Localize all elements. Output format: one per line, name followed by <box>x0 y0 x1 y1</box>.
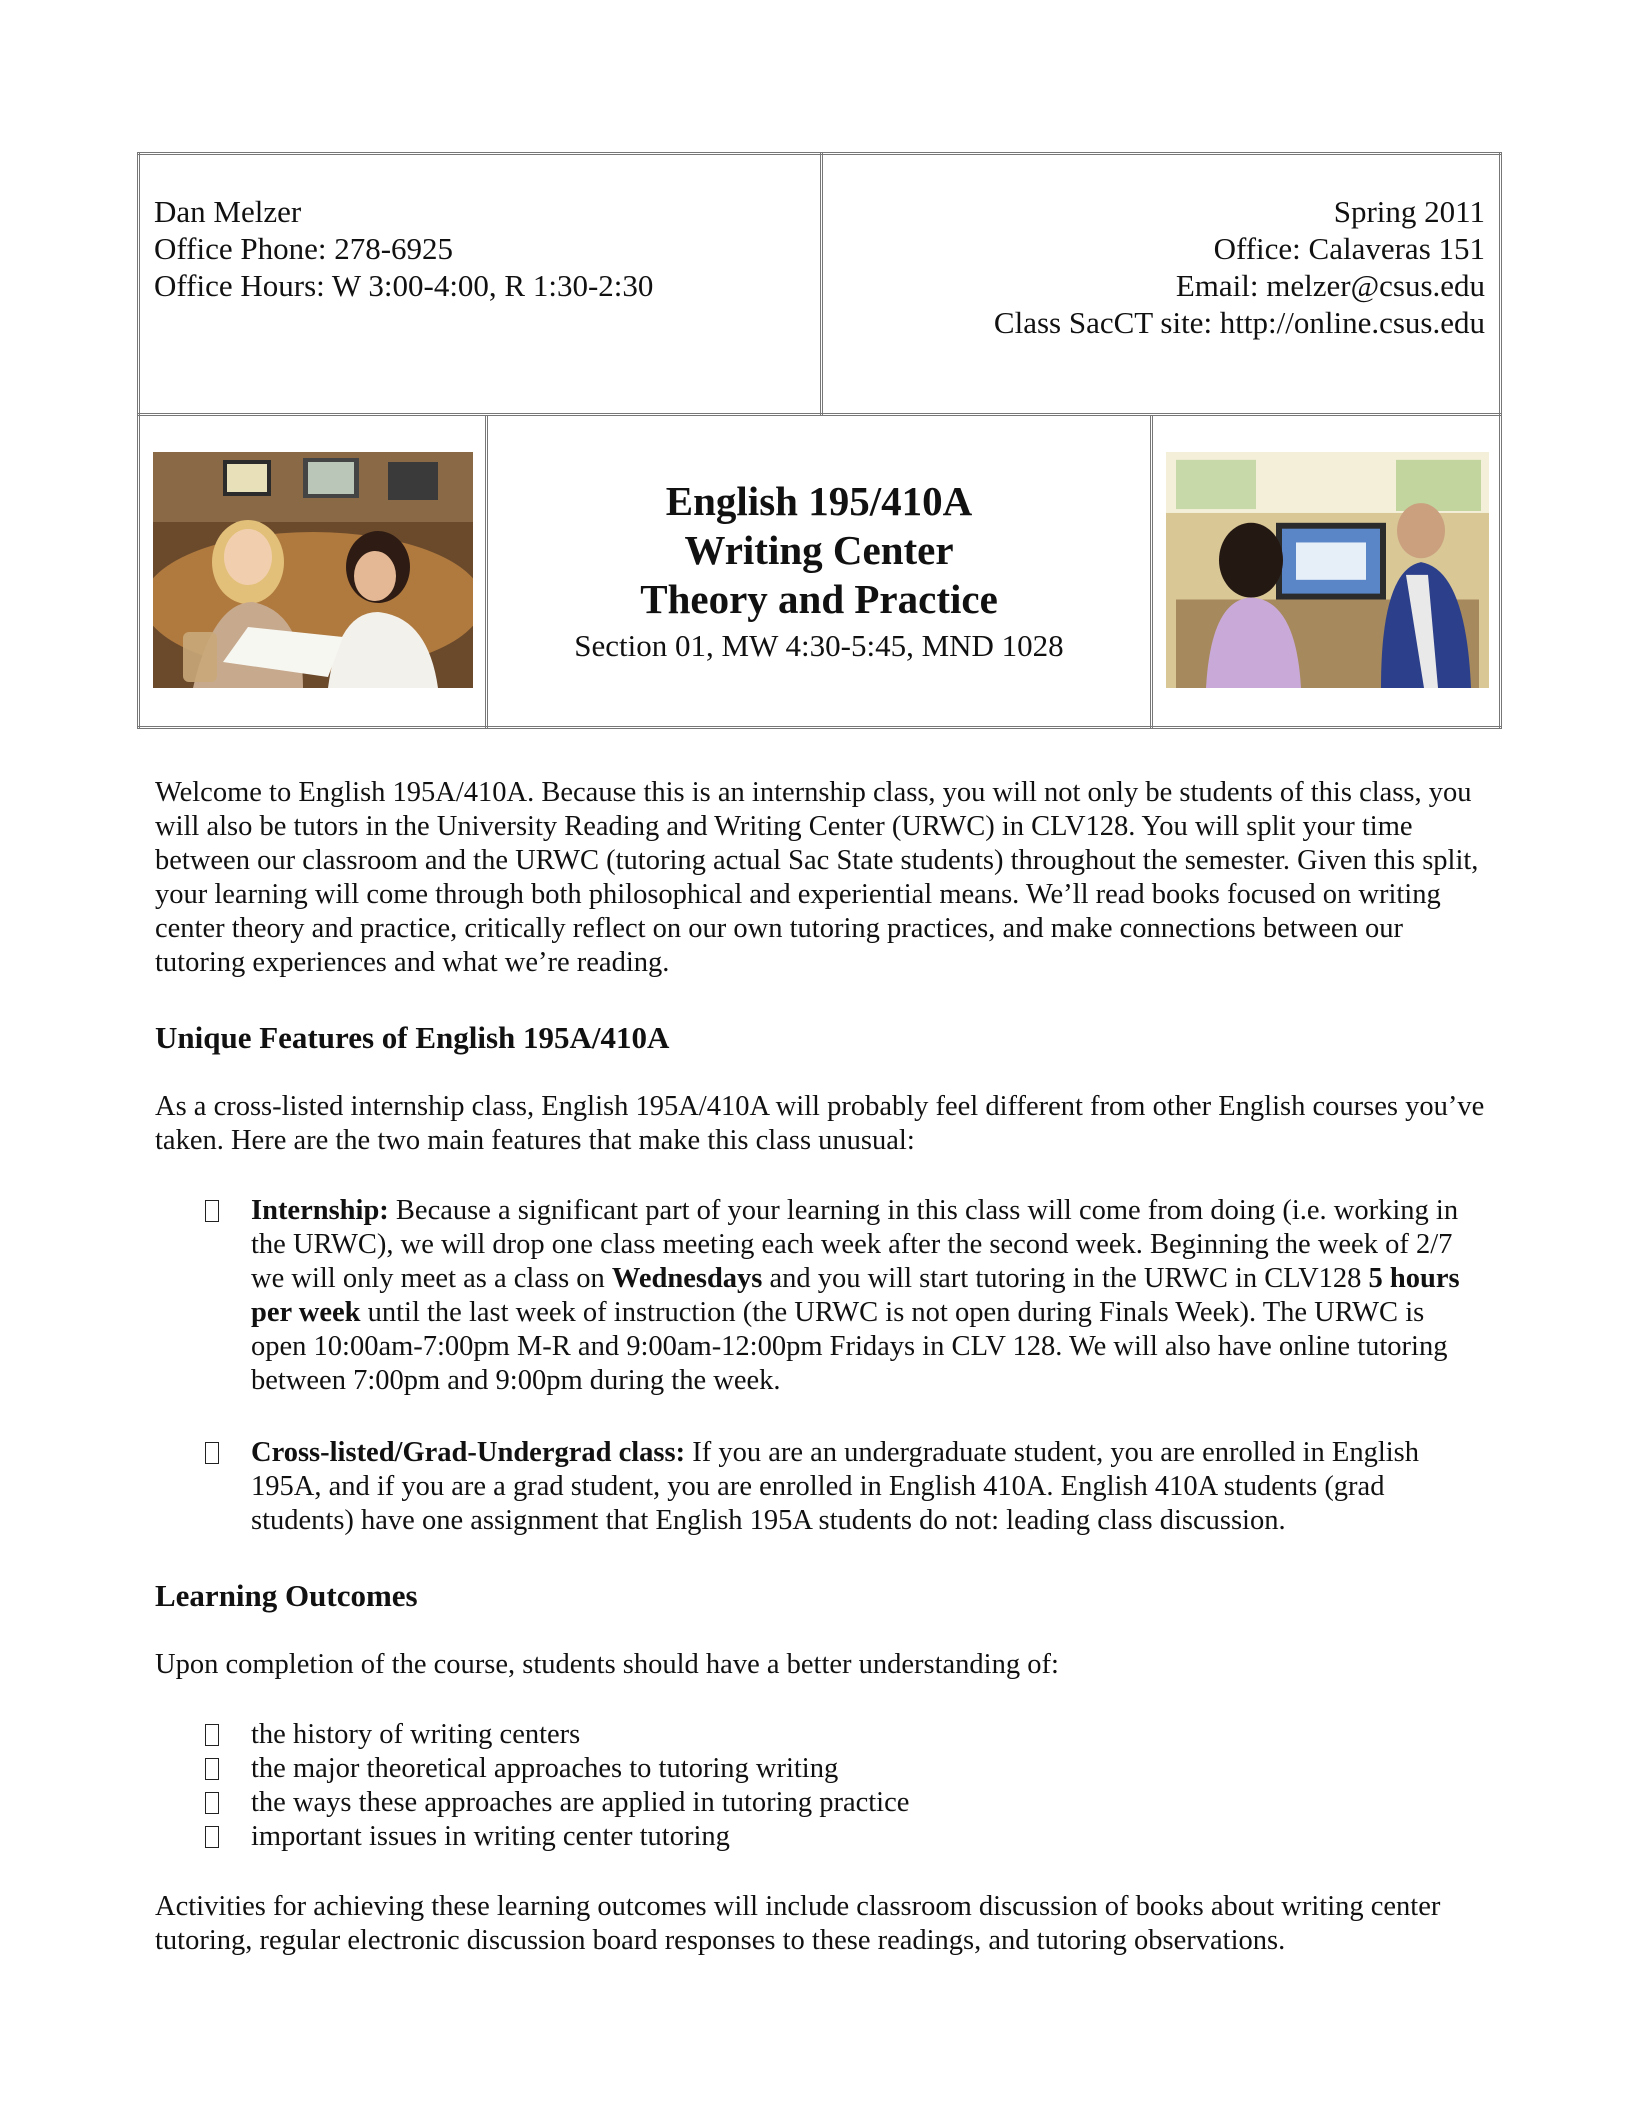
email: Email: melzer@csus.edu <box>1175 268 1486 303</box>
learning-outcomes-heading: Learning Outcomes <box>155 1578 418 1613</box>
course-number: English 195/410A <box>665 477 973 524</box>
internship-label: Internship: <box>251 1195 389 1226</box>
list-item <box>155 1752 1485 1786</box>
office-phone: Office Phone: 278-6925 <box>154 231 454 266</box>
checkbox-bullet-icon <box>205 1442 219 1464</box>
crosslisted-text: If you are an undergraduate student, you are enrolled in English 195A, and if you are a grad student, you are enrolled in English 410A. English 410A students (grad students) have one assignment that English 195A students do not: leading class discussion. <box>251 1437 1419 1536</box>
outcome-text: the ways these approaches are applied in tutoring practice <box>251 1787 910 1818</box>
checkbox-bullet-icon <box>205 1792 219 1814</box>
outcome-text: the major theoretical approaches to tutoring writing <box>251 1753 839 1784</box>
list-item <box>155 1718 1485 1752</box>
course-name-line1: Writing Center <box>684 526 954 573</box>
list-item <box>155 1820 1485 1854</box>
learning-outcomes-lead: Upon completion of the course, students should have a better understanding of: <box>155 1649 1059 1680</box>
office-hours: Office Hours: W 3:00-4:00, R 1:30-2:30 <box>154 268 654 303</box>
intro-paragraph: Welcome to English 195A/410A. Because this is an internship class, you will not only be students of this class, you will also be tutors in the University Reading and Writing Center (URWC) in CLV128. You will split your time between our classroom and the URWC (tutoring actual Sac State students) throughout the semester. Given this split, your learning will come through both philosophical and experiential means. We’ll read books focused on writing center theory and practice, critically reflect on our own tutoring practices, and make connections between our tutoring experiences and what we’re reading. <box>155 777 1479 978</box>
course-section: Section 01, MW 4:30-5:45, MND 1028 <box>574 627 1064 663</box>
instructor-name: Dan Melzer <box>154 194 302 229</box>
list-item <box>155 1194 1485 1398</box>
course-title-cell <box>487 415 1152 728</box>
list-item <box>155 1436 1485 1538</box>
learning-outcomes-closing: Activities for achieving these learning outcomes will include classroom discussion of books about writing center tutoring, regular electronic discussion board responses to these readings, and tutoring observations. <box>155 1891 1441 1956</box>
crosslisted-label: Cross-listed/Grad-Undergrad class: <box>251 1437 686 1468</box>
internship-text-1: Because a significant part of your learning in this class will come from doing (i.e. working in the URWC), we will drop one class meeting each week after the second week. Beginning the week of 2/7 we will only meet as a class on <box>251 1195 1459 1294</box>
term: Spring 2011 <box>1333 194 1486 229</box>
unique-features-lead: As a cross-listed internship class, English 195A/410A will probably feel different from other English courses you’ve taken. Here are the two main features that make this class unusual: <box>155 1091 1485 1156</box>
outcome-text: the history of writing centers <box>251 1719 581 1750</box>
header-table <box>137 152 1502 729</box>
course-name-line2: Theory and Practice <box>640 575 998 622</box>
tutoring-photo-right <box>1166 452 1489 688</box>
internship-text-2: and you will start tutoring in the URWC in CLV128 <box>762 1263 1369 1294</box>
instructor-contact <box>139 154 822 415</box>
outcome-text: important issues in writing center tutoring <box>251 1821 730 1852</box>
internship-text-3: until the last week of instruction (the URWC is not open during Finals Week). The URWC is open 10:00am-7:00pm M-R and 9:00am-12:00pm Fridays in CLV 128. We will also have online tutoring between 7:00pm and 9:00pm during the week. <box>251 1297 1448 1396</box>
checkbox-bullet-icon <box>205 1200 219 1222</box>
checkbox-bullet-icon <box>205 1758 219 1780</box>
class-site: Class SacCT site: http://online.csus.edu <box>993 305 1486 340</box>
internship-bold-hours: 5 hours per week <box>251 1263 1460 1328</box>
right-photo-cell <box>1152 415 1501 728</box>
checkbox-bullet-icon <box>205 1724 219 1746</box>
tutoring-photo-left <box>153 452 473 688</box>
learning-outcomes-list <box>155 1718 1485 1854</box>
unique-features-list <box>155 1194 1485 1538</box>
unique-features-heading: Unique Features of English 195A/410A <box>155 1020 670 1055</box>
office-location: Office: Calaveras 151 <box>1213 231 1486 266</box>
list-item <box>155 1786 1485 1820</box>
course-contact <box>822 154 1501 415</box>
checkbox-bullet-icon <box>205 1826 219 1848</box>
internship-bold-wednesdays: Wednesdays <box>611 1263 763 1294</box>
syllabus-body <box>155 776 1485 1958</box>
left-photo-cell <box>139 415 487 728</box>
